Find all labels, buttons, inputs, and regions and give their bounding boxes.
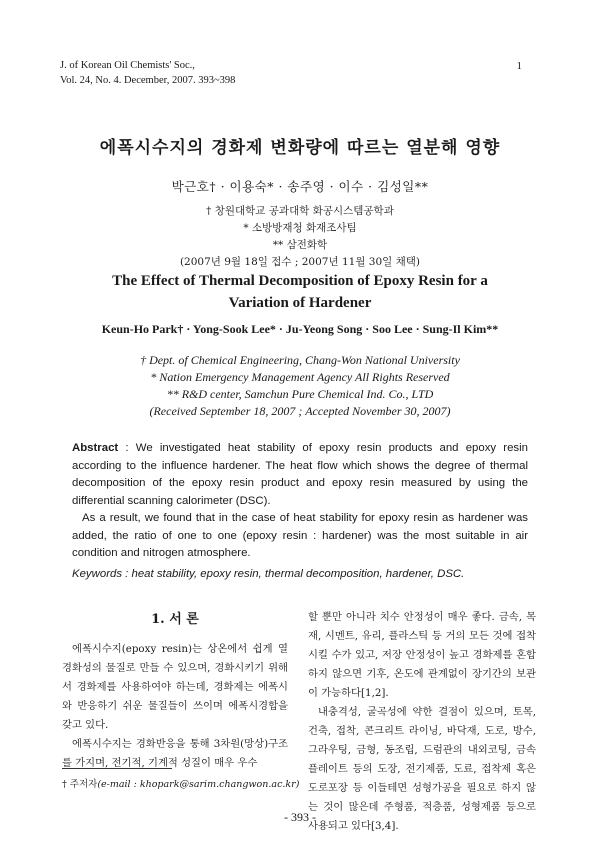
english-title bbox=[0, 270, 600, 314]
body-paragraph: 에폭시수지는 경화반응을 통해 3차원(망상)구조를 가지며, 전기적, 기계적 성질이 매우 우수 bbox=[62, 738, 288, 769]
korean-affiliation-3: ** 삼전화학 bbox=[272, 239, 328, 251]
korean-affiliation-2: * 소방방재청 화재조사팀 bbox=[243, 222, 357, 234]
korean-dates: (2007년 9월 18일 접수 ; 2007년 11월 30일 채택) bbox=[179, 256, 421, 268]
english-affiliation-3: ** R&D center, Samchun Pure Chemical Ind. Co., LTD bbox=[166, 387, 434, 401]
journal-line-1: J. of Korean Oil Chemists' Soc., bbox=[60, 60, 195, 71]
footnote-divider bbox=[62, 768, 172, 769]
right-column bbox=[308, 608, 536, 836]
body-paragraph: 내충격성, 굴곡성에 약한 결점이 있으며, 토목, 건축, 접착, 콘크리트 라이닝, 바닥재, 도로, 방수, 그라우팅, 금형, 동조립, 드럼관의 내외코팅, 금속 플레이트 등의 도장, 전기제품, 도료, 접착제 혹은 도로포장 등 이들테면 성형가공을 필요로 하지 않는 것이 많은데 주형품, 적층품, 성형제품 등으로 사용되고 있다[3,4]. bbox=[308, 706, 536, 832]
english-dates: (Received September 18, 2007 ; Accepted November 30, 2007) bbox=[149, 404, 451, 418]
abstract-label: Abstract bbox=[72, 442, 119, 454]
english-affiliation-2: * Nation Emergency Management Agency All Rights Reserved bbox=[150, 370, 450, 384]
keywords: Keywords : heat stability, epoxy resin, thermal decomposition, hardener, DSC. bbox=[72, 568, 465, 580]
english-title-line-1: The Effect of Thermal Decomposition of Epoxy Resin for a bbox=[112, 273, 488, 289]
footnote-email: (e-mail : khopark@sarim.changwon.ac.kr) bbox=[97, 779, 300, 790]
section-heading: 1. 서 론 bbox=[151, 612, 199, 627]
journal-citation bbox=[60, 58, 235, 88]
footnote-label: 주저자 bbox=[69, 779, 98, 790]
footnote bbox=[62, 776, 299, 790]
korean-affiliations bbox=[0, 203, 600, 271]
english-title-line-2: Variation of Hardener bbox=[228, 295, 372, 311]
english-affiliations bbox=[0, 352, 600, 420]
body-paragraph: 할 뿐만 아니라 치수 안정성이 매우 좋다. 금속, 목재, 시멘트, 유리, 플라스틱 등 거의 모든 것에 접착시킬 수가 있고, 저장 안정성이 높고 경화제를 혼합하지 않으면 기후, 온도에 관계없이 장기간의 보관이 가능하다[1,2]. bbox=[308, 611, 536, 699]
korean-affiliation-1: † 창원대학교 공과대학 화공시스템공학과 bbox=[206, 205, 394, 217]
page-number: 1 bbox=[516, 60, 522, 72]
korean-title: 에폭시수지의 경화제 변화량에 따르는 열분해 영향 bbox=[99, 138, 501, 158]
left-column bbox=[62, 640, 288, 773]
journal-line-2: Vol. 24, No. 4. December, 2007. 393~398 bbox=[60, 75, 236, 86]
korean-authors: 박근호† · 이용숙* · 송주영 · 이수 · 김성일** bbox=[171, 179, 429, 194]
english-authors: Keun-Ho Park† · Yong-Sook Lee* · Ju-Yeong Song · Soo Lee · Sung-Il Kim** bbox=[101, 322, 499, 336]
abstract-text-1: : We investigated heat stability of epoxy resin products and epoxy resin according to the influence hardener. The heat flow which shows the degree of thermal decomposition of the epoxy resin product and epoxy resin measured by using the differential scanning calorimeter (DSC). bbox=[72, 442, 528, 507]
page-folio: - 393 - bbox=[284, 810, 316, 824]
abstract-paragraph-2: As a result, we found that in the case of heat stability for epoxy resin as hardener was added, the ratio of one to one (epoxy resin : hardener) was the most suitable in air condition and nitrogen atmosphere. bbox=[72, 512, 528, 559]
body-paragraph: 에폭시수지(epoxy resin)는 상온에서 쉽게 열경화성의 물질로 만들 수 있으며, 경화시키기 위해서 경화제를 사용하여야 하는데, 경화제는 에폭시와 반응하기 쉬운 물질들이 쓰이며 에폭시경합을 갖고 있다. bbox=[62, 643, 288, 731]
abstract-paragraph-1 bbox=[72, 440, 528, 510]
abstract bbox=[72, 440, 528, 563]
footnote-marker: † bbox=[62, 779, 67, 790]
english-affiliation-1: † Dept. of Chemical Engineering, Chang-Won National University bbox=[140, 353, 460, 367]
